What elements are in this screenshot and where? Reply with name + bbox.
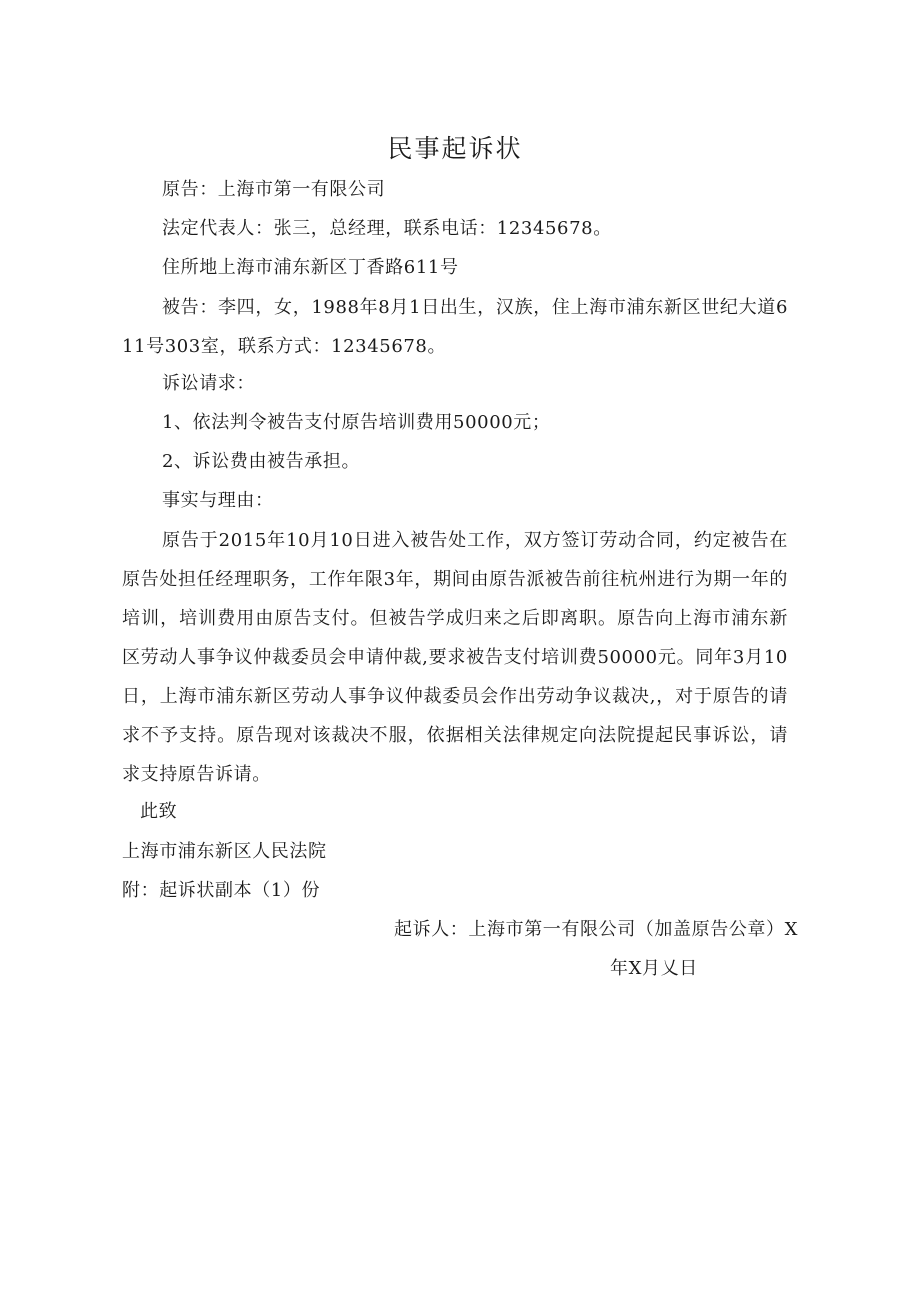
facts-paragraph: 原告于2015年10月10日进入被告处工作，双方签订劳动合同，约定被告在原告处担任经理职务，工作年限3年，期间由原告派被告前往杭州进行为期一年的培训，培训费用由原告支付。但被告学成归来之后即离职。原告向上海市浦东新区劳动人事争议仲裁委员会申请仲裁,要求被告支付培训费50000元。同年3月10日，上海市浦东新区劳动人事争议仲裁委员会作出劳动争议裁决,，对于原告的请求不予支持。原告现对该裁决不服，依据相关法律规定向法院提起民事诉讼，请求支持原告诉请。 xyxy=(122,530,788,785)
signature-line: 起诉人：上海市第一有限公司（加盖原告公章）X xyxy=(394,919,799,940)
claims-heading: 诉讼请求： xyxy=(162,373,255,394)
facts-heading: 事实与理由： xyxy=(162,490,274,511)
claim-item-1: 1、依法判令被告支付原告培训费用50000元； xyxy=(162,412,551,433)
defendant-paragraph: 被告：李四，女，1988年8月1日出生，汉族，住上海市浦东新区世纪大道611号303室，联系方式：12345678。 xyxy=(122,297,788,357)
attachment-line: 附：起诉状副本（1）份 xyxy=(122,880,321,901)
court-name: 上海市浦东新区人民法院 xyxy=(122,841,327,862)
claim-item-2: 2、诉讼费由被告承担。 xyxy=(162,451,361,472)
salutation: 此致 xyxy=(140,801,178,822)
date-line: 年X月乂日 xyxy=(610,958,698,979)
address-line: 住所地上海市浦东新区丁香路611号 xyxy=(162,257,459,278)
representative-line: 法定代表人：张三，总经理，联系电话：12345678。 xyxy=(162,218,612,239)
document-title: 民事起诉状 xyxy=(387,134,523,163)
plaintiff-line: 原告：上海市第一有限公司 xyxy=(162,179,386,200)
